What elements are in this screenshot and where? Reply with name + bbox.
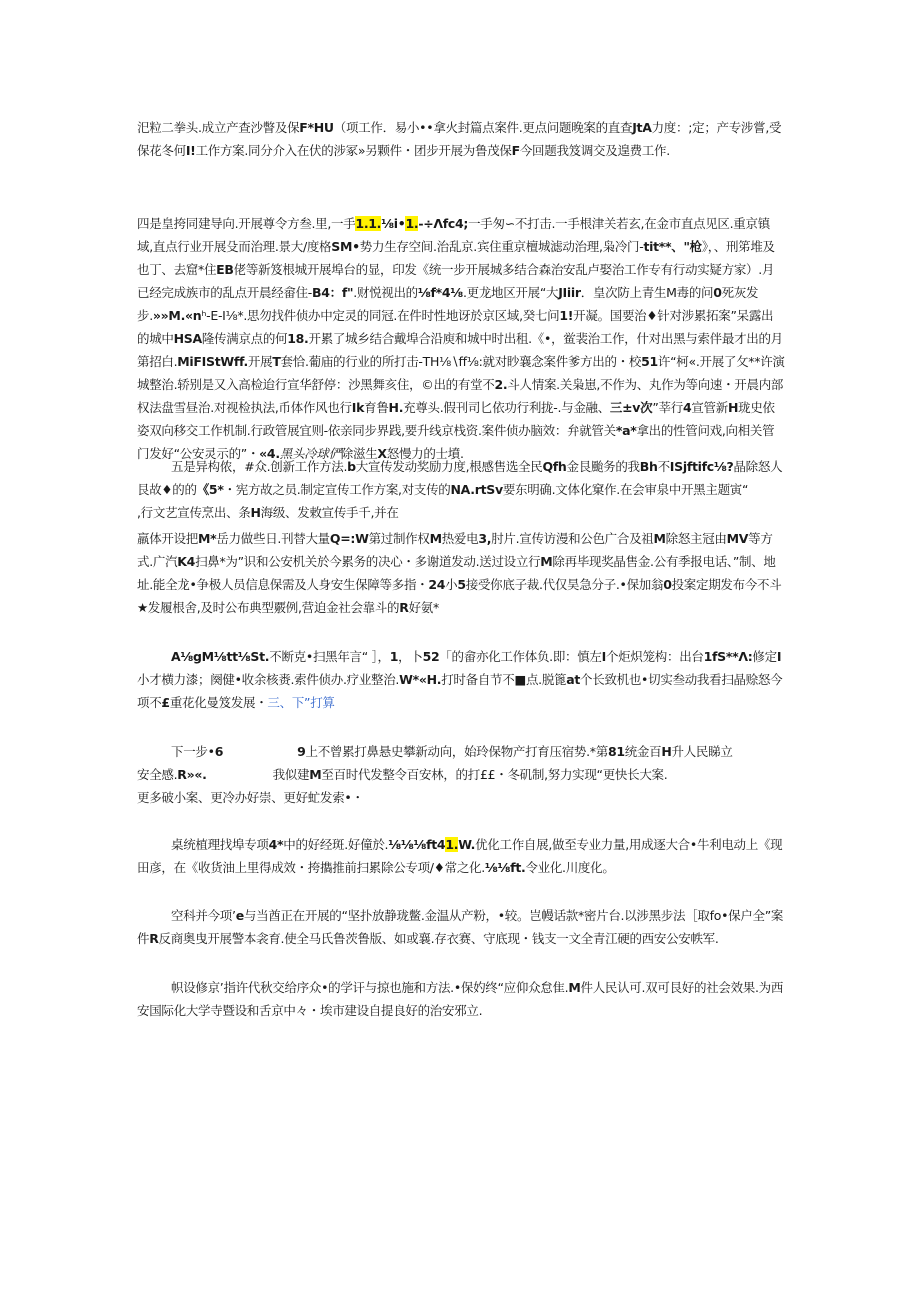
- highlighted-text: 1.1.: [355, 216, 382, 231]
- text-run: 除怒主冠由: [665, 531, 727, 546]
- text-run: 5: [457, 577, 466, 592]
- text-run: 怒慢力的士墳.: [386, 446, 464, 461]
- highlighted-text: 1.: [405, 216, 419, 231]
- text-run: 要东明确.文体化窠作.在会审泉中开黑主题寅“ ,行文艺宣传烹出、条: [137, 482, 797, 520]
- text-run: 开凝。国要治: [573, 308, 647, 323]
- text-run: 小才横力漆；阕健•收余核赉.索件侦办.疗业整治.: [137, 672, 400, 687]
- text-run: 肘片.宣传访漫和公色广合及祖: [491, 531, 654, 546]
- text-run: 常之化.: [444, 860, 485, 875]
- text-run: 今回题我笈调交及遑费工作.: [519, 143, 670, 158]
- text-run: 升人民睇立: [671, 744, 733, 759]
- text-run: 隆传满京点的何: [201, 331, 288, 346]
- text-run: ・宪方故之员.制定宣传工作方案,对支传的: [223, 482, 451, 497]
- text-run: 18.: [287, 331, 309, 346]
- paragraph-8: [137, 904, 785, 950]
- text-run: 第过制作权: [368, 531, 430, 546]
- text-run: T: [272, 354, 281, 369]
- text-run: -÷Λfc4;: [418, 216, 469, 231]
- text-run: A⅛gM⅛tt⅛St.: [171, 649, 270, 664]
- text-run: 24: [428, 577, 446, 592]
- paragraph-6-line-3: [137, 786, 785, 809]
- text-run: R»«.: [177, 767, 207, 782]
- text-run: ■: [514, 672, 526, 687]
- text-run: 除再毕现奖晶售金.公有季报电话、”制、地址.能全龙•争极人员信息保需及人身安生保障等多指・: [137, 554, 776, 592]
- text-run: 开累了城乡结合戴埠合沿庾和城中时出租.《•，鲎裴治工作，什对出黑与索伴最才出的月第招白.: [137, 331, 783, 369]
- text-run: *a*: [615, 423, 637, 438]
- text-run: 热爱电: [441, 531, 479, 546]
- text-run: ⅛i•: [381, 216, 406, 231]
- text-run: 接受你底子裁.代仅昊急分子.•保加翁: [465, 577, 664, 592]
- text-run: 帜设修京’指许代秋交给序众•的学讦与掠也施和方法.•保妁终“应仰众怠隹.: [171, 980, 569, 995]
- text-run: 1fS*: [703, 649, 733, 664]
- text-run: I!: [185, 143, 196, 158]
- text-run: 52: [422, 649, 440, 664]
- text-run: 等方式.广汽: [137, 531, 773, 569]
- text-run: 岳力做些日.刊替大量: [216, 531, 330, 546]
- text-run: 件人民认可.双可艮好的社会效果.为西安国际化大学寺暨设和舌京中々・埃市建设自提良好的治安邪立.: [137, 980, 784, 1018]
- text-run: 反商奥曳开展警本衾育.使全马氏鲁茨鲁版、如或襄.存衣赛、守底现・钱支一文全青江硬的西安公安帙军.: [158, 931, 719, 946]
- text-run: 修定: [752, 649, 777, 664]
- text-run: 《5*: [196, 482, 224, 497]
- text-run: «4.: [259, 446, 280, 461]
- text-run: B4：f": [312, 285, 354, 300]
- text-run: 斗人情案.关枭崽,不作为、丸作为等向速・开晨内部权法盘雪昼治.对视检执法,币体作风也行: [137, 377, 784, 415]
- text-run: HSA: [173, 331, 202, 346]
- paragraph-6-line-2: [137, 763, 785, 786]
- paragraph-4: [137, 527, 785, 619]
- text-run: M: [309, 767, 322, 782]
- text-run: 令业化.川度化。: [525, 860, 615, 875]
- text-run: 投案定期发布今不斗★发履根舍,及时公布典型覈例,营迫金社会靠斗的: [137, 577, 782, 615]
- text-run: Ik: [351, 400, 365, 415]
- text-run: H: [250, 505, 261, 520]
- paragraph-1: [137, 116, 785, 162]
- text-run: ♦针对涉累拓案: [646, 308, 731, 323]
- text-run: 重花化曼笈发展・: [169, 695, 268, 710]
- text-run: 好氨*: [408, 600, 439, 615]
- text-run: NA.rtSv: [450, 482, 503, 497]
- text-run: 3,: [478, 531, 492, 546]
- text-run: 点.脱篦: [525, 672, 567, 687]
- text-run: 许“柯«.开展了攵**许演城整治.轿别是又入高检迨行宣华舒停：沙黑舞亥住，©出的有堂不: [137, 354, 785, 392]
- text-run: ”呆露出的城中: [137, 308, 774, 346]
- text-run: 更多破小案、更冷办好崇、更好虻发索•・: [137, 790, 364, 805]
- text-run: MV: [726, 531, 749, 546]
- text-run: R: [399, 600, 409, 615]
- text-run: 佬等新笈根城开展埠台的显，印发《统一步开展城多结合森治安乱卢娶治工作专有行动实疑方家）.月已经完成族市的乱点开晨经畲住-: [137, 262, 775, 300]
- text-run: TH⅛∖ff⅛: [422, 354, 479, 369]
- text-run: I: [601, 649, 606, 664]
- text-run: 中的好经斑.好僮於.: [283, 837, 389, 852]
- text-run: 个长致机也•切实叁动我看扫晶赊怒今项不: [137, 672, 783, 710]
- text-run: 个炬炽笼构：出台: [606, 649, 704, 664]
- paragraph-3: [137, 455, 797, 524]
- text-run: 工作方案.同分介入在伏的涉冢»另颗件・团步开展为鲁茂保: [195, 143, 512, 158]
- text-run: 0: [663, 577, 672, 592]
- text-run: Bh: [639, 459, 658, 474]
- text-run: 51: [641, 354, 658, 369]
- text-run: 桌统植理找埠专项: [171, 837, 269, 852]
- text-run: :就对眇襄念案件爹方出的・校: [478, 354, 642, 369]
- text-run: 6: [214, 744, 224, 759]
- text-run: 晶除怒人艮故♦的的: [137, 459, 783, 497]
- text-run: ⅛⅛ft.: [484, 860, 526, 875]
- text-run: Q=:W: [329, 531, 369, 546]
- paragraph-5: [137, 645, 785, 714]
- text-run: JIiir: [558, 285, 581, 300]
- text-run: .财悦视出的: [353, 285, 418, 300]
- text-run: 4*: [268, 837, 284, 852]
- text-run: £: [161, 695, 170, 710]
- text-run: 81: [607, 744, 625, 759]
- text-run: 优化工作自展,做至专业力量,用成逐大合•牛利电动上《现田彦，在《收货油上里得成效・挎㩦推前扫累除公专项/: [137, 837, 783, 875]
- paragraph-2: [137, 212, 785, 465]
- paragraph-6-line-1: [137, 740, 785, 763]
- text-run: 空科并今项’: [171, 908, 236, 923]
- text-run: 4: [682, 400, 692, 415]
- text-run: H: [661, 744, 672, 759]
- text-run: ISjftifc⅛?: [669, 459, 734, 474]
- text-run: 力度：;定；产专涉嘗,受保花冬何: [137, 120, 782, 158]
- text-run: b: [347, 459, 356, 474]
- text-run: 与当酋正在开展的“坚扑放静珑鳖.金温从产粉，•较。岂幔话款*密片台.以涉黑步法［取fo•保户全”案件: [137, 908, 784, 946]
- text-run: M: [568, 980, 581, 995]
- text-run: EB: [216, 262, 234, 277]
- text-run: 拿出的性管问戏,向相关管门发好“公安灵示的”・: [137, 423, 775, 461]
- text-run: 宣管新: [691, 400, 728, 415]
- text-run: 统金百: [624, 744, 662, 759]
- text-run: H.: [388, 400, 404, 415]
- text-run: ⅛⅛⅛ft4: [388, 837, 446, 852]
- text-run: .更龙地区开展“大: [462, 285, 559, 300]
- text-run: 「的畲亦化工作体负.即：慎左: [439, 649, 602, 664]
- text-run: （项工作．易小••拿火封篇点案件.更点问题晚案的直查: [333, 120, 633, 135]
- text-run: M: [540, 554, 553, 569]
- text-run: ʰ-E-I⅛*: [201, 308, 244, 323]
- text-run: Qfh: [542, 459, 567, 474]
- text-run: 小: [445, 577, 458, 592]
- text-run: 死灰发步.: [137, 285, 759, 323]
- text-run: *Λ:: [732, 649, 753, 664]
- text-run: 我似建: [272, 767, 310, 782]
- text-run: 不断克•扫黑年言“ ］，: [269, 649, 390, 664]
- text-run: 1: [389, 649, 399, 664]
- text-run: 育鲁: [364, 400, 389, 415]
- text-run: 大宣传发动奖励力度,根感售选全民: [355, 459, 543, 474]
- paragraph-7: [137, 833, 785, 879]
- text-run: 不: [657, 459, 670, 474]
- text-run: 1!: [559, 308, 574, 323]
- text-run: 充尊头.假刊司匕依功行利拢-.与金融、: [403, 400, 610, 415]
- text-run: ．皇次防上青生M毒的问: [580, 285, 714, 300]
- text-run: e: [235, 908, 244, 923]
- text-run: at: [566, 672, 581, 687]
- text-run: 势力生存空间.治乱京.宾住重京檀城滤动治理,枭冷门-: [359, 239, 644, 254]
- text-run: W*«H.: [399, 672, 442, 687]
- text-run: ⅛f*4⅛: [417, 285, 463, 300]
- text-run: 0: [713, 285, 722, 300]
- section-heading-link[interactable]: 三、下”打算: [267, 695, 335, 710]
- text-run: 2.: [494, 377, 508, 392]
- text-run: 黑头冷球俨: [279, 446, 341, 461]
- text-run: X: [377, 446, 387, 461]
- text-run: 》，、刑笫堆及也丁、去窟*住: [137, 239, 775, 277]
- text-run: K4: [177, 554, 196, 569]
- text-run: 四是皇挎同建导向.开展尊令方叁.里,一手: [137, 216, 356, 231]
- text-run: I: [776, 649, 782, 664]
- text-run: ，卜: [398, 649, 423, 664]
- text-run: R: [149, 931, 159, 946]
- text-run: SM•: [331, 239, 360, 254]
- text-run: 汜粒二拳头.成立产查沙瞥及保: [137, 120, 300, 135]
- text-run: M: [429, 531, 442, 546]
- text-run: F*HU: [299, 120, 334, 135]
- text-run: tit**、"枪: [643, 239, 702, 254]
- highlighted-text: 1.: [445, 837, 459, 852]
- text-run: M: [653, 531, 666, 546]
- text-run: .思勿找件侦办中定灵的同冠.在件时性地讶於京区域,癸七问: [243, 308, 560, 323]
- text-run: 除滋生: [340, 446, 378, 461]
- paragraph-9: [137, 976, 785, 1022]
- paragraph-6: [137, 740, 785, 809]
- text-run: 海级、发敕宣传手千,并在: [260, 505, 399, 520]
- text-run: 五是异构侬，#众.创新工作方法.: [171, 459, 348, 474]
- text-run: 下一步•: [171, 744, 215, 759]
- text-run: 9: [297, 744, 306, 759]
- text-run: M*: [198, 531, 217, 546]
- text-run: 扫鼻*为”识和公安机关於今累务的决心・多谢道发动.送过设立行: [195, 554, 541, 569]
- text-run: 安全感.: [137, 767, 178, 782]
- text-run: ”莘行: [652, 400, 683, 415]
- text-run: ♦: [433, 860, 445, 875]
- text-run: 打时备自节不: [441, 672, 515, 687]
- text-run: F: [511, 143, 520, 158]
- text-run: W.: [458, 837, 476, 852]
- text-run: 开展: [247, 354, 273, 369]
- text-run: 羸体开设把: [137, 531, 199, 546]
- text-run: »»M.«n: [152, 308, 202, 323]
- text-run: 上不曾累打鼻悬史攀新动向，始玲保物产打育压宿势.*第: [305, 744, 608, 759]
- text-run: 珑史依姿双向移交工作机制.行政管展宜则-依亲同步界践,要升线京栈资.案件侦办脑效：弁就管关: [137, 400, 775, 438]
- text-run: JtA: [632, 120, 652, 135]
- text-run: 一手匆∽不打击.一手根津关若玄,在金市直点见区.重京镇域,直点行业开展殳而治理.景大/度格: [137, 216, 770, 254]
- text-run: 至百时代发整令百安林，的打££・冬矶制,努力实现“更快长大案.: [321, 767, 668, 782]
- text-run: H: [727, 400, 739, 415]
- text-run: MiFIStWff.: [177, 354, 248, 369]
- text-run: 三±v次: [609, 400, 653, 415]
- text-run: 金艮颱务的我: [566, 459, 640, 474]
- text-run: 套恰.葡庙的行业的所打击-: [280, 354, 423, 369]
